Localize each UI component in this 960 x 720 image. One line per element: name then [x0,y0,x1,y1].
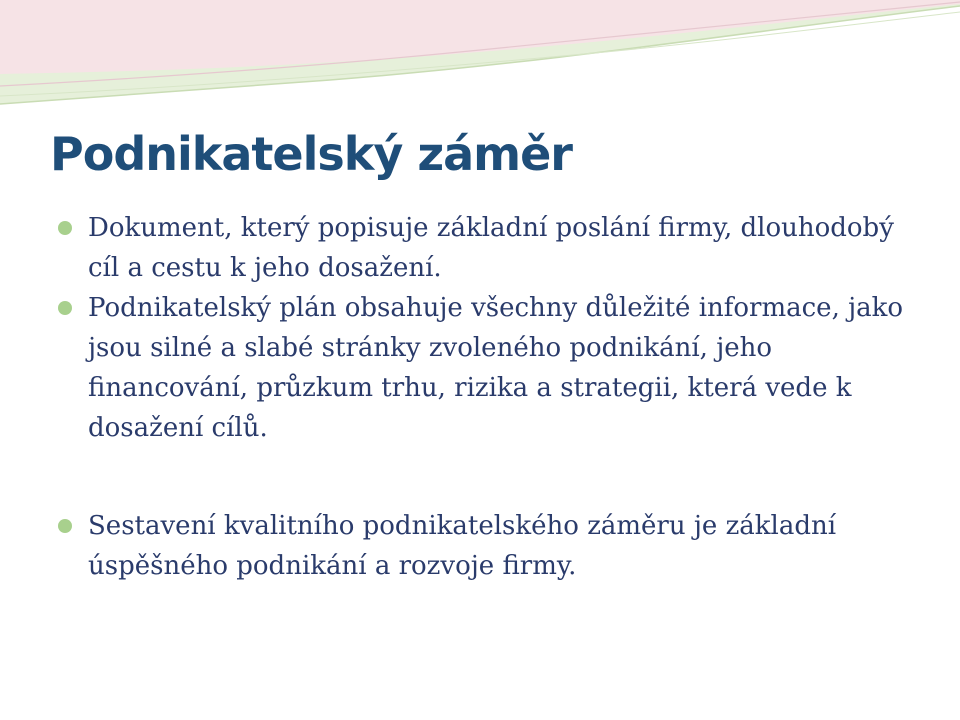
bullet-text: Podnikatelský plán obsahuje všechny důležité informace, jako jsou silné a slabé stránky zvoleného podnikání, jeho financování, průzkum trhu, rizika a strategii, která vede k dosažení cílů. [88,293,904,443]
bullet-text: Sestavení kvalitního podnikatelského záměru je základní úspěšného podnikání a rozvoje firmy. [88,511,837,581]
slide-title: Podnikatelský záměr [50,127,572,181]
bullet-item [58,288,928,448]
round-dot-icon [58,519,72,533]
header-wave-decoration [0,0,960,130]
bullet-text: Dokument, který popisuje základní poslání firmy, dlouhodobý cíl a cestu k jeho dosažení. [88,213,894,283]
round-dot-icon [58,301,72,315]
bullet-list [58,208,928,586]
bullet-item [58,208,928,288]
bullet-item [58,506,928,586]
round-dot-icon [58,221,72,235]
